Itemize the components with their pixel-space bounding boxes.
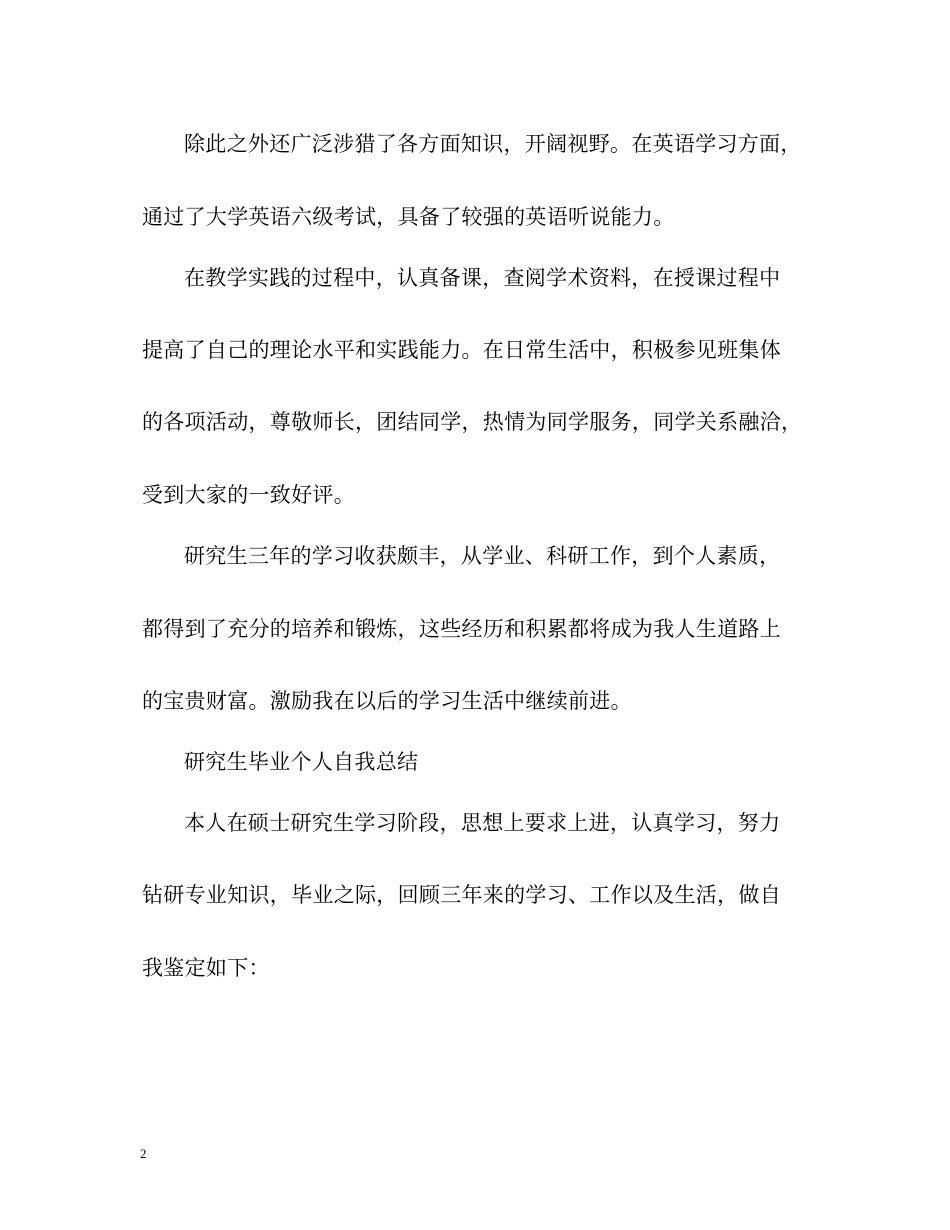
text-line: 我鉴定如下： (142, 956, 270, 980)
section-heading: 研究生毕业个人自我总结 (184, 750, 419, 774)
text-line: 研究生三年的学习收获颇丰，从学业、科研工作，到个人素质， (184, 544, 781, 568)
text-line: 除此之外还广泛涉猎了各方面知识，开阔视野。在英语学习方面， (184, 132, 802, 156)
text-line: 在教学实践的过程中，认真备课，查阅学术资料，在授课过程中 (184, 266, 781, 290)
text-line: 通过了大学英语六级考试，具备了较强的英语听说能力。 (142, 205, 675, 229)
text-line: 的各项活动，尊敬师长，团结同学，热情为同学服务，同学关系融洽， (142, 410, 803, 434)
text-line: 钻研专业知识，毕业之际，回顾三年来的学习、工作以及生活，做自 (142, 883, 781, 907)
text-line: 受到大家的一致好评。 (142, 483, 355, 507)
text-line: 都得到了充分的培养和锻炼，这些经历和积累都将成为我人生道路上 (142, 617, 781, 641)
text-line: 本人在硕士研究生学习阶段，思想上要求上进，认真学习，努力 (184, 811, 781, 835)
text-line: 的宝贵财富。激励我在以后的学习生活中继续前进。 (142, 689, 632, 713)
text-line: 提高了自己的理论水平和实践能力。在日常生活中，积极参见班集体 (142, 338, 781, 362)
page-number: 2 (140, 1146, 147, 1161)
